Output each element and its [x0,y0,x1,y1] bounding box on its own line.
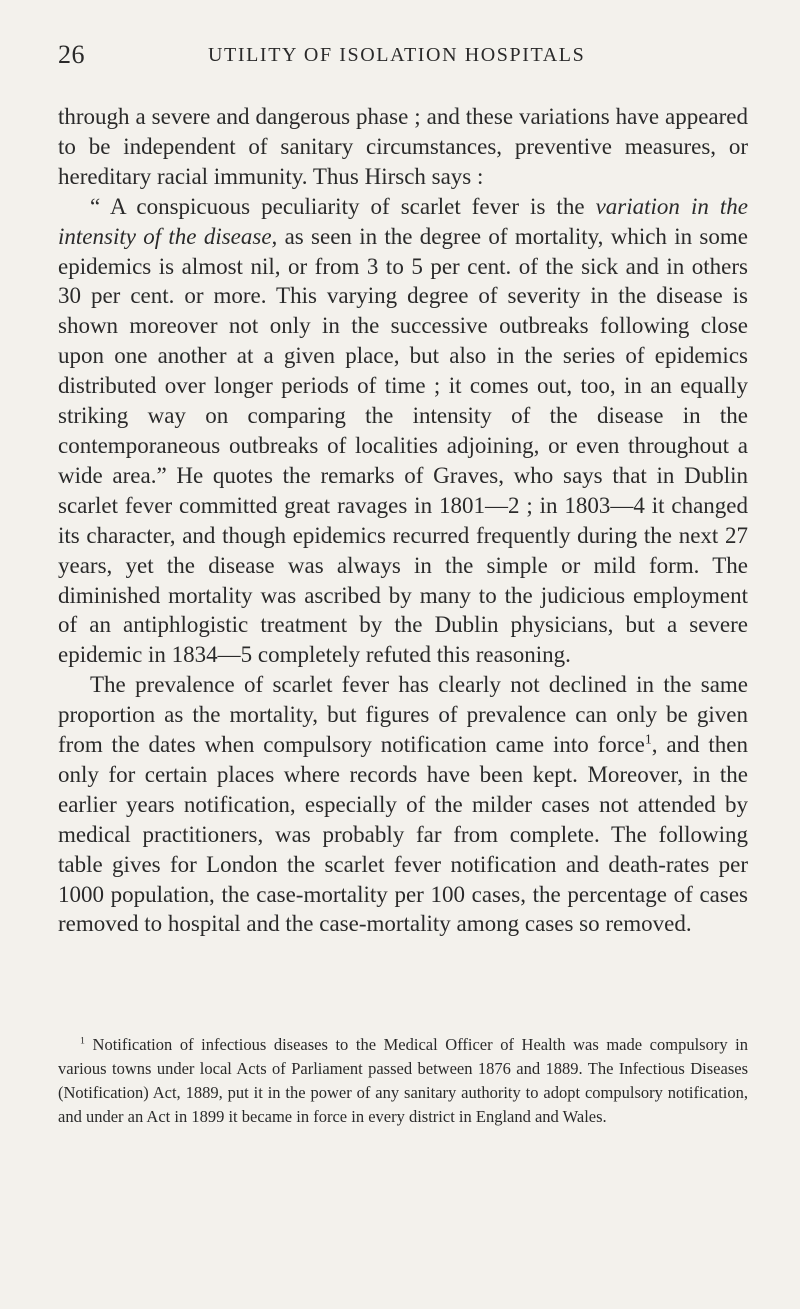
footnote-reference[interactable]: 1 [644,731,652,747]
quote-emphasis: variation in the intensity of the disease, [58,193,749,249]
paragraph-3-rest: , and then only for certain places where records have been kept. Moreover, in the earlier years notification, especially of the milder cases not attended by medical practitioners, was probably far from complete. The following table gives for London the scarlet fever notification and death-rates per 1000 population, the case-mortality per 100 cases, the percentage of cases removed to hospital and the case-mortality among cases so removed. [58,732,748,937]
body-text [58,102,748,939]
footnote-paragraph [58,1033,748,1129]
page-number: 26 [58,40,85,69]
paragraph-3 [58,670,748,939]
paragraph-3-start: The prevalence of scarlet fever has clearly not declined in the same proportion as the mortality, but figures of prevalence can only be given from the dates when compulsory notification came into force [58,672,748,758]
paragraph-1: through a severe and dangerous phase ; and these variations have appeared to be independent of sanitary circumstances, preventive measures, or hereditary racial immunity. Thus Hirsch says : [58,104,748,189]
quote-text-rest: as seen in the degree of mortality, which in some epidemics is almost nil, or from 3 to 5 per cent. of the sick and in others 30 per cent. or more. This varying degree of severity in the disease is shown moreover not only in the successive outbreaks following close upon one another at a given place, but also in the series of epidemics distributed over longer periods of time ; it comes out, too, in an equally striking way on comparing the intensity of the disease in the contemporaneous outbreaks of localities adjoining, or even throughout a wide area.” He quotes the remarks of Graves, who says that in Dublin scarlet fever committed great ravages in 1801—2 ; in 1803—4 it changed its character, and though epidemics recurred frequently during the next 27 years, yet the disease was always in the simple or mild form. The diminished mortality was ascribed by many to the judicious employment of an antiphlogistic treatment by the Dublin physicians, but a severe epidemic in 1834—5 completely refuted this reasoning. [58,223,748,668]
quote-text-start: “ A conspicuous peculiarity of scarlet fever is the [90,193,596,219]
page-header [58,40,748,70]
footnote-text: Notification of infectious diseases to the Medical Officer of Health was made compulsory in various towns under local Acts of Parliament passed between 1876 and 1889. The Infectious Diseases (Notification) Act, 1889, put it in the power of any sanitary authority to adopt compulsory notification, and under an Act in 1899 it became in force in every district in England and Wales. [58,1035,748,1126]
footnote-marker: 1 [80,1035,85,1047]
footnote [58,1033,748,1129]
paragraph-2-quote [58,192,748,671]
running-title: UTILITY OF ISOLATION HOSPITALS [208,44,586,66]
